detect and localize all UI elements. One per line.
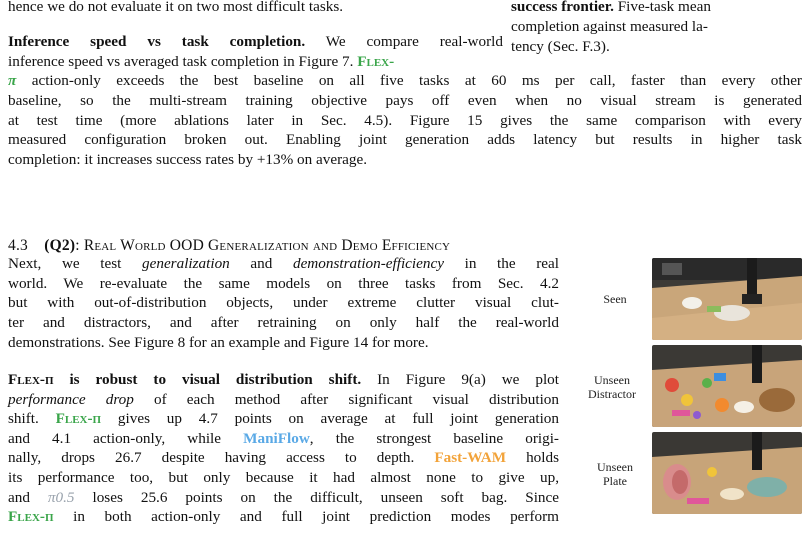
caption-right-line1: success frontier. Five-task mean [511,0,711,15]
fastwam-link: Fast-WAM [434,449,507,466]
para1-line1: Next, we test generalization and demonstration-efficiency in the real [8,255,559,272]
para2-line2: performance drop of each method after significant visual distribution [8,391,559,408]
photo-unseen-plate [652,432,802,514]
label-unseen-plate: Unseen Plate [597,460,633,488]
inference-line7: completion: it increases success rates by +13% on average. [8,151,368,168]
para1-line3: but with out-of-distribution objects, under extreme clutter visual clut- [8,294,559,311]
text-line-top: hence we do not evaluate it on two most difficult tasks. [8,0,344,15]
label-unseen-distractor: Unseen Distractor [588,373,636,401]
label-seen: Seen [603,292,627,306]
caption-right-line3: tency (Sec. F.3). [511,38,610,55]
section-heading: 4.3 (Q2): Real World OOD Generalization and Demo Efficiency [8,237,451,254]
para1-line5: demonstrations. See Figure 8 for an example and Figure 14 for more. [8,334,429,351]
photo-unseen-distractor [652,345,802,427]
maniflow-link: ManiFlow [243,430,310,447]
para1-line4: ter and distractors, and after retraining on only half the real-world [8,314,559,331]
para2-line3: shift. Flex-π gives up 4.7 points on average at full joint generation [8,410,559,427]
inference-line4: baseline, so the multi-stream training objective pays off even when no visual stream is generated [8,92,802,109]
inference-line6: measured configuration broken out. Enabling joint generation adds latency but results in higher task [8,131,802,148]
para2-line1: Flex-π is robust to visual distribution shift. In Figure 9(a) we plot [8,371,559,388]
inference-line1: Inference speed vs task completion. We compare real-world [8,33,503,50]
para2-line4: and 4.1 action-only, while ManiFlow, the strongest baseline origi- [8,430,559,447]
flex-pi-link: Flex- [357,53,395,70]
para2-line8: Flex-π in both action-only and full joint prediction modes perform [8,508,559,525]
inference-line2: inference speed vs averaged task completion in Figure 7. Flex- [8,53,395,70]
photo-seen [652,258,802,340]
para2-line5: nally, drops 26.7 despite having access to depth. Fast-WAM holds [8,449,559,466]
inference-line3: π action-only exceeds the best baseline on all five tasks at 60 ms per call, faster than every other [8,72,802,89]
inference-line5: at test time (more ablations later in Sec. 4.5). Figure 15 gives the same comparison with every [8,112,802,129]
para2-line6: its performance too, but only because it had almost none to give up, [8,469,559,486]
para2-line7: and π0.5 loses 25.6 points on the difficult, unseen soft bag. Since [8,489,559,506]
para1-line2: world. We re-evaluate the same models on three tasks from Sec. 4.2 [8,275,559,292]
caption-right-line2: completion against measured la- [511,18,708,35]
pi05-link: π0.5 [47,489,75,506]
